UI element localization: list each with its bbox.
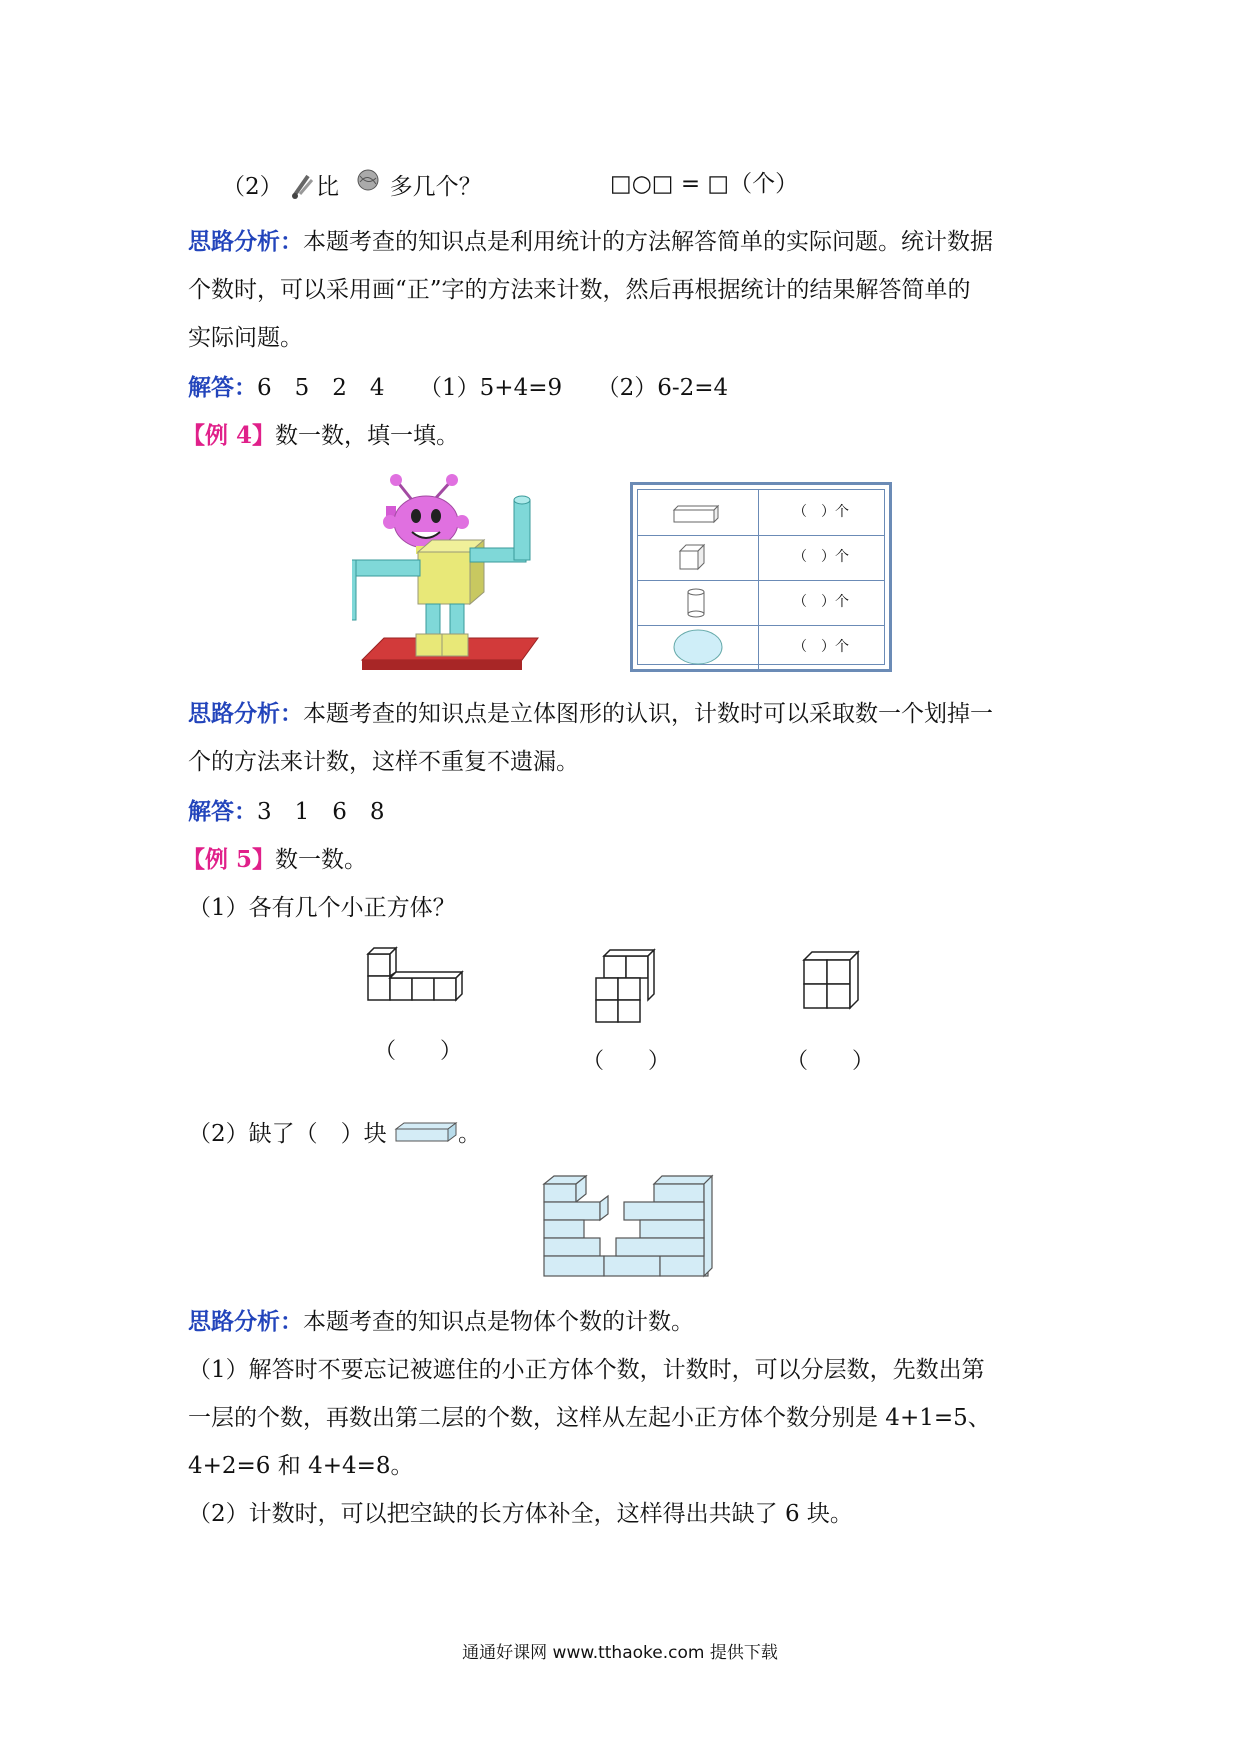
- analysis3-line4: 4+2=6 和 4+4=8。: [188, 1453, 414, 1479]
- table-row: [638, 625, 884, 670]
- analysis2-line1: [188, 698, 993, 730]
- analysis3-label: 思路分析：: [188, 1308, 303, 1335]
- answer1-text: 6 5 2 4 （1）5+4=9 （2）6-2=4: [257, 375, 729, 401]
- answer2-label: 解答：: [188, 798, 257, 825]
- analysis1-line1: [188, 226, 993, 258]
- analysis1-text1: 本题考查的知识点是利用统计的方法解答简单的实际问题。统计数据: [303, 229, 993, 255]
- example5-question1: （1）各有几个小正方体？: [188, 895, 456, 921]
- cylinder-icon: [638, 580, 758, 625]
- example5-text: 数一数。: [275, 847, 368, 873]
- analysis3-line5: （2）计数时，可以把空缺的长方体补全，这样得出共缺了 6 块。: [188, 1501, 853, 1527]
- q2-prefix: （2）: [222, 174, 283, 200]
- answer-paren-1[interactable]: （ ）: [374, 1039, 463, 1064]
- sphere-icon: [638, 625, 758, 670]
- example4-heading: [182, 420, 459, 452]
- example4-text: 数一数，填一填。: [275, 423, 460, 449]
- analysis3-line2: （1）解答时不要忘记被遮住的小正方体个数，计数时，可以分层数，先数出第: [188, 1357, 985, 1383]
- analysis3-line3: 一层的个数，再数出第二层的个数，这样从左起小正方体个数分别是 4+1=5、: [188, 1405, 991, 1431]
- cube-figure-3: [800, 944, 880, 1034]
- table-row: [638, 535, 884, 581]
- answer1-line: [188, 372, 728, 404]
- q2-bi: 比: [315, 174, 339, 200]
- analysis3-line1: [188, 1306, 694, 1338]
- table-cell: （ ）个: [793, 504, 849, 520]
- answer2-text: 3 1 6 8: [257, 799, 385, 825]
- example5-label: 【例 5】: [182, 846, 276, 873]
- q2-line: [222, 168, 482, 203]
- question2-period: 。: [457, 1121, 481, 1147]
- example5-heading: [182, 844, 367, 876]
- table-cell: （ ）个: [793, 639, 849, 655]
- shuttlecock-icon: [290, 170, 316, 200]
- table-row: [638, 490, 884, 536]
- cuboid-icon: [638, 490, 758, 535]
- table-cell: （ ）个: [793, 549, 849, 565]
- answer1-label: 解答：: [188, 374, 257, 401]
- analysis1-label: 思路分析：: [188, 228, 303, 255]
- brick-icon: [394, 1119, 458, 1145]
- analysis3-text1: 本题考查的知识点是物体个数的计数。: [303, 1309, 694, 1335]
- answer-paren-2[interactable]: （ ）: [582, 1049, 671, 1074]
- brick-wall-figure: [540, 1168, 720, 1284]
- example5-question2: [188, 1118, 481, 1150]
- question2-text: （2）缺了（ ）块: [188, 1121, 387, 1147]
- count-table: [630, 482, 892, 672]
- yarn-ball-icon: [354, 168, 382, 198]
- analysis2-label: 思路分析：: [188, 700, 303, 727]
- answer2-line: [188, 796, 385, 828]
- q2-formula: □○□ = □（个）: [610, 171, 799, 197]
- robot-illustration: [352, 470, 542, 680]
- cube-figure-2: [594, 944, 674, 1024]
- cube-figure-1: [366, 944, 476, 1014]
- answer-paren-3[interactable]: （ ）: [786, 1049, 875, 1074]
- table-row: [638, 580, 884, 626]
- analysis1-line2: 个数时，可以采用画“正”字的方法来计数，然后再根据统计的结果解答简单的: [188, 277, 971, 303]
- example4-label: 【例 4】: [182, 422, 276, 449]
- analysis1-line3: 实际问题。: [188, 325, 303, 351]
- table-cell: （ ）个: [793, 594, 849, 610]
- analysis2-line2: 个的方法来计数，这样不重复不遗漏。: [188, 749, 579, 775]
- q2-duo: 多几个？: [389, 174, 482, 200]
- cube-icon: [638, 535, 758, 580]
- page-footer: 通通好课网 www.tthaoke.com 提供下载: [462, 1643, 778, 1663]
- analysis2-text1: 本题考查的知识点是立体图形的认识，计数时可以采取数一个划掉一: [303, 701, 993, 727]
